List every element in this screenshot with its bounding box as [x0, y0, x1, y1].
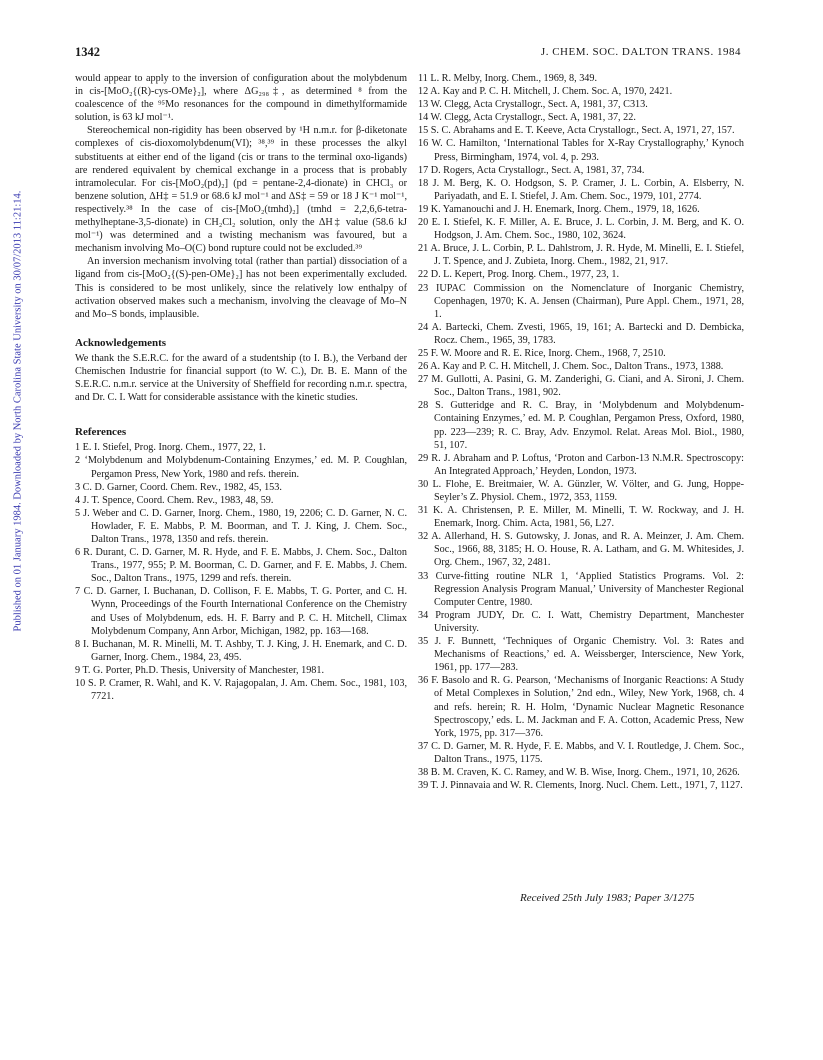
reference-item: 16 W. C. Hamilton, ‘International Tables for X-Ray Crystallography,’ Kynoch Press, Birmingham, 1974, vol. 4, p. 293. [418, 138, 744, 163]
reference-item: 6 R. Durant, C. D. Garner, M. R. Hyde, and F. E. Mabbs, J. Chem. Soc., Dalton Trans., 1977, 955; P. M. Boorman, C. D. Garner, and F. E. Mabbs, J. Chem. Soc., Dalton Trans., 1975, 1299 and refs. therein. [75, 547, 407, 585]
reference-item: 36 F. Basolo and R. G. Pearson, ‘Mechanisms of Inorganic Reactions: A Study of Metal Complexes in Solution,’ 2nd edn., Wiley, New York, 1968, ch. 4 and refs. herein; R. H. Holm, ‘Dynamic Nuclear Magnetic Resonance Spectroscopy,’ eds. L. M. Jackman and F. A. Cotton, Academic Press, New York, 1975, pp. 317—376. [418, 675, 744, 739]
reference-item: 9 T. G. Porter, Ph.D. Thesis, University of Manchester, 1981. [75, 664, 325, 676]
reference-item: 31 K. A. Christensen, P. E. Miller, M. Minelli, T. W. Rockway, and J. H. Enemark, Inorg. Chim. Acta, 1981, 56, L27. [418, 505, 744, 530]
reference-item: 2 ‘Molybdenum and Molybdenum-Containing Enzymes,’ ed. M. P. Coughlan, Pergamon Press, New York, 1980 and refs. therein. [75, 455, 407, 480]
reference-item: 5 J. Weber and C. D. Garner, Inorg. Chem., 1980, 19, 2206; C. D. Garner, N. C. Howlader, F. E. Mabbs, P. M. Boorman, and T. J. King, J. Chem. Soc., Dalton Trans., 1978, 1350 and refs. therein. [75, 507, 407, 545]
reference-item: 29 R. J. Abraham and P. Loftus, ‘Proton and Carbon-13 N.M.R. Spectroscopy: An Integrated Approach,’ Heyden, London, 1973. [418, 452, 744, 477]
acknowledgements-text: We thank the S.E.R.C. for the award of a studentship (to I. B.), the Verband der Chemischen Industrie for financial support (to W. C.), Dr. B. E. Mann of the S.E.R.C. n.m.r. service at the University of Sheffield for recording n.m.r. spectra, and Dr. C. I. Watt for considerable assistance with the kinetic studies. [75, 352, 407, 404]
reference-item: 4 J. T. Spence, Coord. Chem. Rev., 1983, 48, 59. [75, 494, 274, 506]
journal-header: J. CHEM. SOC. DALTON TRANS. 1984 [540, 46, 741, 58]
acknowledgements-heading: Acknowledgements [75, 336, 167, 349]
received-date: Received 25th July 1983; Paper 3/1275 [520, 892, 695, 904]
reference-item: 28 S. Gutteridge and R. C. Bray, in ‘Molybdenum and Molybdenum-Containing Enzymes,’ ed. M. P. Coughlan, Pergamon Press, Oxford, 1980, pp. 223—239; R. C. Bray, Adv. Enzymol. Relat. Areas Mol. Biol., 1980, 51, 107. [418, 400, 744, 451]
reference-item: 19 K. Yamanouchi and J. H. Enemark, Inorg. Chem., 1979, 18, 1626. [418, 203, 700, 215]
reference-item: 33 Curve-fitting routine NLR 1, ‘Applied Statistics Programs. Vol. 2: Regression Analysis Program Manual,’ University of Manchester Regional Computer Centre, 1980. [418, 570, 744, 608]
reference-item: 8 I. Buchanan, M. R. Minelli, M. T. Ashby, T. J. King, J. H. Enemark, and C. D. Garner, Inorg. Chem., 1984, 23, 495. [75, 638, 407, 663]
reference-item: 27 M. Gullotti, A. Pasini, G. M. Zanderighi, G. Ciani, and A. Sironi, J. Chem. Soc., Dalton Trans., 1981, 902. [418, 374, 744, 399]
body-paragraph: would appear to apply to the inversion of configuration about the molybdenum in cis-[MoO₂{(R)-cys-OMe}₂], where ΔG₂₉₈‡, as determined ⁸ from the coalescence of the ⁹⁵Mo resonances for the compound in dimethylformamide solution, is 63 kJ mol⁻¹. [75, 73, 407, 124]
left-column [75, 72, 407, 703]
reference-item: 23 IUPAC Commission on the Nomenclature of Inorganic Chemistry, Copenhagen, 1970; K. A. Jensen (Chairman), Pure Appl. Chem., 1971, 28, 1. [418, 282, 744, 320]
reference-item: 38 B. M. Craven, K. C. Ramey, and W. B. Wise, Inorg. Chem., 1971, 10, 2626. [418, 766, 740, 778]
right-column [418, 72, 744, 792]
reference-item: 18 J. M. Berg, K. O. Hodgson, S. P. Cramer, J. L. Corbin, A. Elsberry, N. Pariyadath, and E. I. Stiefel, J. Am. Chem. Soc., 1979, 101, 2774. [418, 177, 744, 202]
reference-item: 11 L. R. Melby, Inorg. Chem., 1969, 8, 349. [418, 73, 598, 84]
reference-item: 21 A. Bruce, J. L. Corbin, P. L. Dahlstrom, J. R. Hyde, M. Minelli, E. I. Stiefel, J. T. Spence, and J. Zubieta, Inorg. Chem., 1982, 21, 917. [418, 243, 744, 268]
reference-item: 32 A. Allerhand, H. S. Gutowsky, J. Jonas, and R. A. Meinzer, J. Am. Chem. Soc., 1966, 88, 3185; H. O. House, R. A. Latham, and G. M. Whitesides, J. Org. Chem., 1967, 32, 2481. [418, 531, 744, 569]
reference-list [418, 72, 744, 792]
reference-item: 13 W. Clegg, Acta Crystallogr., Sect. A, 1981, 37, C313. [418, 99, 648, 111]
reference-item: 26 A. Kay and P. C. H. Mitchell, J. Chem. Soc., Dalton Trans., 1973, 1388. [418, 361, 724, 373]
reference-item: 7 C. D. Garner, I. Buchanan, D. Collison, F. E. Mabbs, T. G. Porter, and C. H. Wynn, Proceedings of the Fourth International Conference on the Chemistry and Uses of Molybdenum, eds. H. F. Barry and P. C. H. Mitchell, Climax Molybdenum Company, Ann Arbor, Michigan, 1982, pp. 163—168. [75, 586, 407, 637]
reference-item: 17 D. Rogers, Acta Crystallogr., Sect. A, 1981, 37, 734. [418, 164, 645, 176]
reference-list [75, 441, 407, 703]
page-number: 1342 [75, 45, 100, 59]
reference-item: 1 E. I. Stiefel, Prog. Inorg. Chem., 1977, 22, 1. [75, 442, 266, 454]
reference-item: 39 T. J. Pinnavaia and W. R. Clements, Inorg. Nucl. Chem. Lett., 1971, 7, 1127. [418, 780, 743, 792]
reference-item: 37 C. D. Garner, M. R. Hyde, F. E. Mabbs, and V. I. Routledge, J. Chem. Soc., Dalton Trans., 1975, 1175. [418, 740, 744, 765]
reference-item: 12 A. Kay and P. C. H. Mitchell, J. Chem. Soc. A, 1970, 2421. [418, 86, 673, 98]
reference-item: 3 C. D. Garner, Coord. Chem. Rev., 1982, 45, 153. [75, 481, 282, 493]
reference-item: 15 S. C. Abrahams and E. T. Keeve, Acta Crystallogr., Sect. A, 1971, 27, 157. [418, 125, 735, 137]
reference-item: 22 D. L. Kepert, Prog. Inorg. Chem., 1977, 23, 1. [418, 269, 619, 281]
download-notice[interactable]: Published on 01 January 1984. Downloaded by North Carolina State University on 30/07/2013 11:21:14. [12, 190, 24, 632]
reference-item: 10 S. P. Cramer, R. Wahl, and K. V. Rajagopalan, J. Am. Chem. Soc., 1981, 103, 7721. [75, 678, 407, 703]
reference-item: 34 Program JUDY, Dr. C. I. Watt, Chemistry Department, Manchester University. [418, 609, 744, 634]
reference-item: 24 A. Bartecki, Chem. Zvesti, 1965, 19, 161; A. Bartecki and D. Dembicka, Rocz. Chem., 1965, 39, 1783. [418, 321, 744, 346]
reference-item: 14 W. Clegg, Acta Crystallogr., Sect. A, 1981, 37, 22. [418, 112, 636, 124]
reference-item: 20 E. I. Stiefel, K. F. Miller, A. E. Bruce, J. L. Corbin, J. M. Berg, and K. O. Hodgson, J. Am. Chem. Soc., 1980, 102, 3624. [418, 217, 744, 242]
body-paragraph: Stereochemical non-rigidity has been observed by ¹H n.m.r. for β-diketonate complexes of cis-dioxomolybdenum(VI); ³⁸,³⁹ in these processes the alkyl substituents at either end of the ligand (cis or trans to the terminal oxo-ligands) are rendered equivalent by chemical exchange in a process that is probably intramolecular. For cis-[MoO₂(pd)₂] (pd = pentane-2,4-dionate) in CHCl₃ or benzene solution, ΔH‡ = 51.9 or 68.6 kJ mol⁻¹ and ΔS‡ = 59 or 18 J K⁻¹ mol⁻¹, respectively.³⁸ In the case of cis-[MoO₂(tmhd)₂] (tmhd = 2,2,6,6-tetra-methylheptane-3,5-dionate) in CH₂Cl₂ solution, only the ΔH‡ value (58.6 kJ mol⁻¹) was determined and a twisting mechanism was favoured, but a mechanism involving Mo–O(C) bond rupture could not be excluded.³⁹ [75, 125, 407, 255]
reference-item: 25 F. W. Moore and R. E. Rice, Inorg. Chem., 1968, 7, 2510. [418, 347, 666, 359]
body-paragraph: An inversion mechanism involving total (rather than partial) dissociation of a ligand from cis-[MoO₂{(S)-pen-OMe}₂] has not been experimentally excluded. This is considered to be most unlikely, since the relatively low enthalpy of activation observed makes such a mechanism, involving the cleavage of Mo–N and Mo–S bonds, implausible. [75, 256, 407, 320]
references-heading: References [75, 426, 127, 439]
reference-item: 30 L. Flohe, E. Breitmaier, W. A. Günzler, W. Völter, and G. Jung, Hoppe-Seyler’s Z. Physiol. Chem., 1972, 353, 1159. [418, 478, 744, 503]
reference-item: 35 J. F. Bunnett, ‘Techniques of Organic Chemistry. Vol. 3: Rates and Mechanisms of Reactions,’ ed. A. Weissberger, Interscience, New York, 1961, pp. 177—283. [418, 636, 744, 674]
